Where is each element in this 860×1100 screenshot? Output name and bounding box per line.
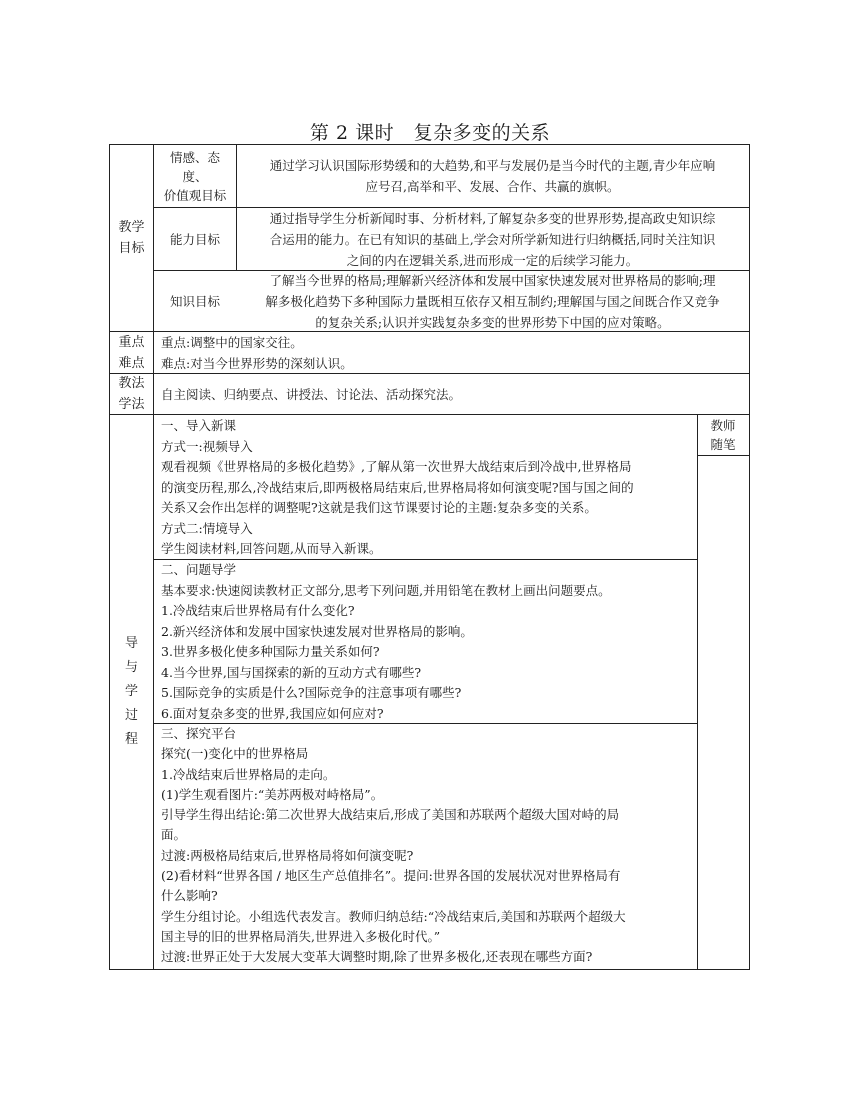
section-questions: 二、问题导学 基本要求:快速阅读教材正文部分,思考下列问题,并用铅笔在教材上画出问题要点。 1.冷战结束后世界格局有什么变化? 2.新兴经济体和发展中国家快速发展对世界格局的影响。 3.世界多极化使多种国际力量关系如何? 4.当今世界,国与国探索的新的互动方式有哪些? 5.国际竞争的实质是什么?国际竞争的注意事项有哪些? 6.面对复杂多变的世界,我国应如何应对?	[161, 562, 611, 721]
ability-goal-text: 通过指导学生分析新闻时事、分析材料,了解复杂多变的世界形势,提高政史知识综 合运用的能力。在已有知识的基础上,学会对所学新知进行归纳概括,同时关注知识 之间的内在逻辑关系,进而形成一定的后续学习能力。	[269, 210, 716, 268]
divider	[109, 414, 749, 415]
emotion-goal-label: 情感、态 度、 价值观目标	[163, 149, 227, 203]
methods-label: 教法 学法	[118, 376, 145, 412]
ability-goal-label: 能力目标	[169, 231, 220, 247]
process-label: 导 与 学 过 程	[124, 635, 138, 747]
teacher-notes-label: 教师 随笔	[710, 418, 736, 452]
keypoints-text: 重点:调整中的国家交往。 难点:对当今世界形势的深刻认识。	[161, 334, 353, 371]
keypoints-label: 重点 难点	[118, 334, 145, 371]
methods-text: 自主阅读、归纳要点、讲授法、讨论法、活动探究法。	[161, 386, 462, 402]
teacher-notes-area[interactable]	[698, 456, 748, 968]
page-title: 第 2 课时 复杂多变的关系	[309, 122, 551, 144]
emotion-goal-text: 通过学习认识国际形势缓和的大趋势,和平与发展仍是当今时代的主题,青少年应响 应号召,高举和平、发展、合作、共赢的旗帜。	[269, 158, 716, 194]
goals-label: 教学 目标	[118, 220, 145, 256]
knowledge-goal-label: 知识目标	[169, 293, 220, 309]
knowledge-goal-text: 了解当今世界的格局;理解新兴经济体和发展中国家快速发展对世界格局的影响;理 解多极化趋势下多种国际力量既相互依存又相互制约;理解国与国之间既合作又竞争 的复杂关系;认识并实践复杂多变的世界形势下中国的应对策略。	[265, 272, 720, 330]
section-intro: 一、导入新课 方式一:视频导入 观看视频《世界格局的多极化趋势》,了解从第一次世界大战结束后到冷战中,世界格局 的演变历程,那么,冷战结束后,即两极格局结束后,世界格局将如何演变呢?国与国之间的 关系又会作出怎样的调整呢?这就是我们这节课要讨论的主题:复杂多变的关系。 方式二:情境导入 学生阅读材料,回答问题,从而导入新课。	[161, 418, 634, 556]
section-inquiry: 三、探究平台 探究(一)变化中的世界格局 1.冷战结束后世界格局的走向。 (1)学生观看图片:“美苏两极对峙格局”。 引导学生得出结论:第二次世界大战结束后,形成了美国和苏联两个超级大国对峙的局 面。 过渡:两极格局结束后,世界格局将如何演变呢? (2)看材料“世界各国 / 地区生产总值排名”。提问:世界各国的发展状况对世界格局有 什么影响? 学生分组讨论。小组选代表发言。教师归纳总结:“冷战结束后,美国和苏联两个超级大 国主导的旧的世界格局消失,世界进入多极化时代。” 过渡:世界正处于大发展大变革大调整时期,除了世界多极化,还表现在哪些方面?	[161, 726, 626, 965]
